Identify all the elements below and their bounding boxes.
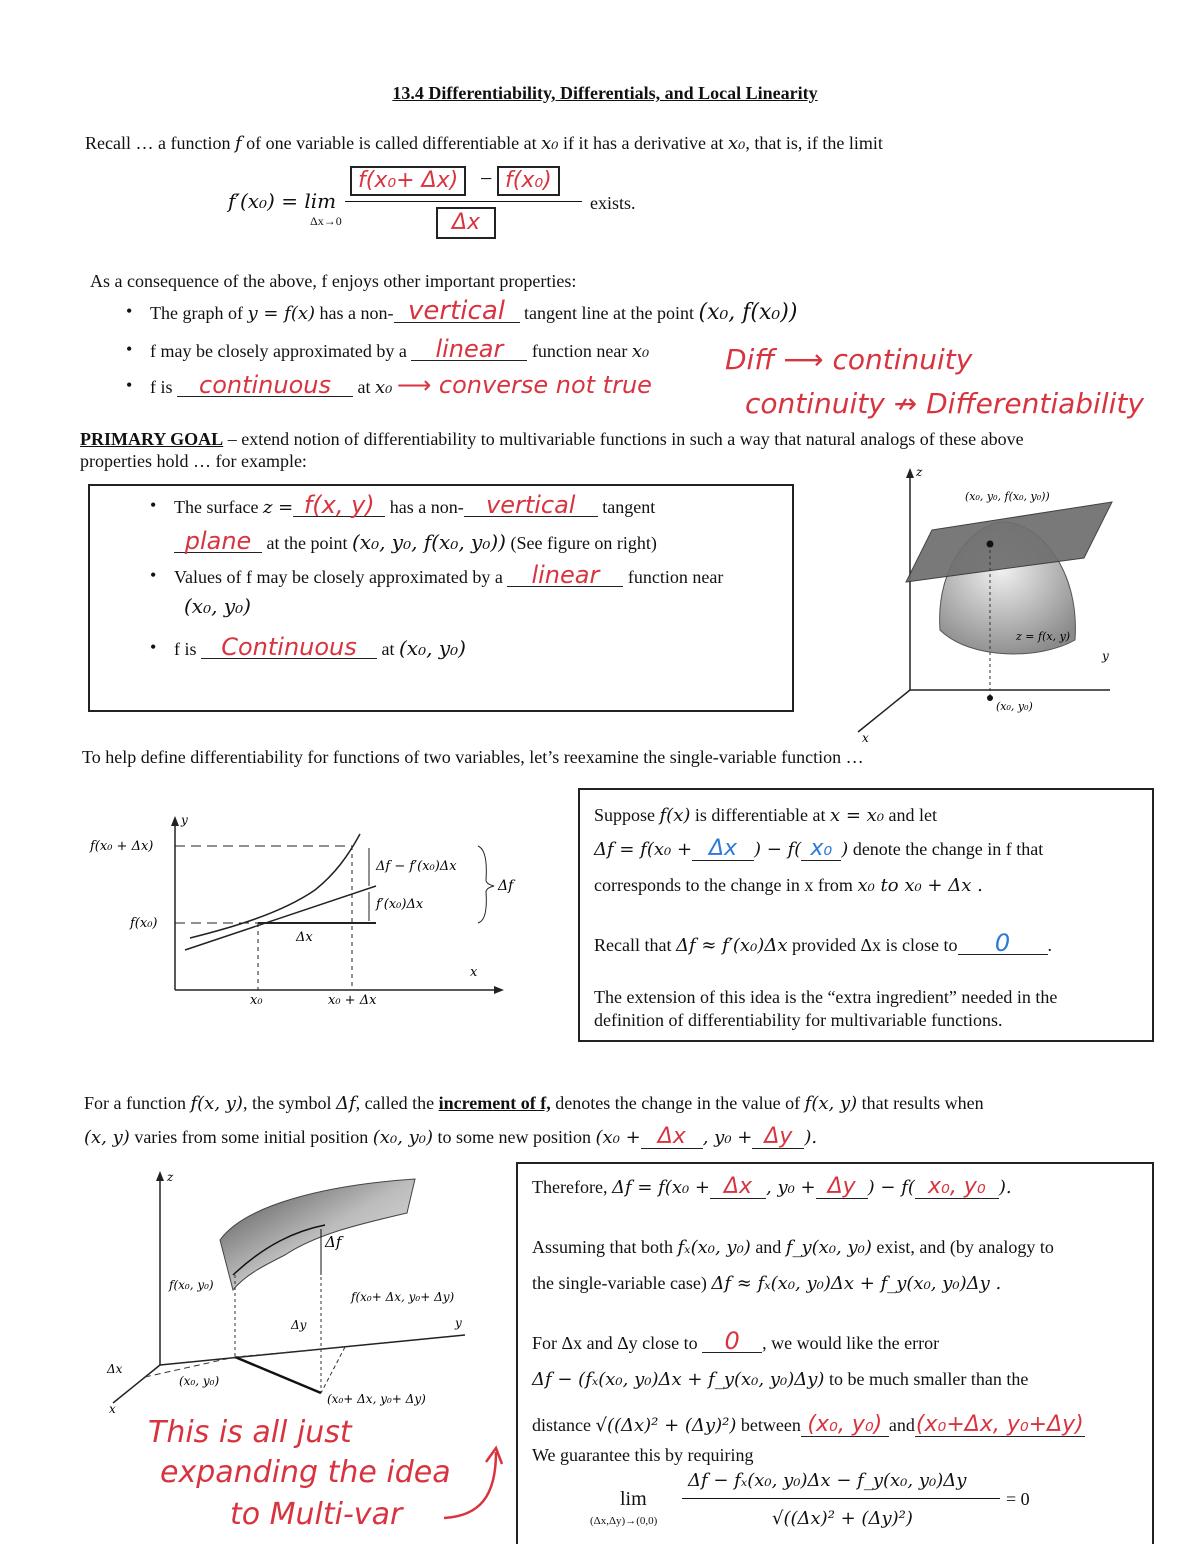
fig3-z-label: z [167,1170,174,1184]
inc-pt0: (x₀, y₀) [372,1127,434,1148]
fig3-p0-label: (x₀, y₀) [179,1374,220,1388]
recall-text-d: , that is, if the limit [745,133,883,153]
g1-text-e: (See figure on right) [510,533,657,553]
distance-and: and [888,1415,915,1435]
inc-xy: (x, y) [84,1127,130,1148]
derivative-lhs: f′(x₀) = lim [228,189,337,213]
inc-fill-dy: Δy [752,1126,804,1149]
g3-text-b: at [381,639,395,659]
fig1-y-label: y [1102,649,1109,663]
suppose-df-d: denote the change in f that [852,839,1044,859]
fig2-lin-label: f′(x₀)Δx [376,897,424,912]
margin-note-arrow-head [486,1448,502,1464]
fig1-top-point-label: (x₀, y₀, f(x₀, y₀)) [965,490,1050,503]
therefore-eq-b: , y₀ + [766,1177,816,1198]
c1-point: (x₀, f(x₀)) [698,300,798,325]
guarantee-line: We guarantee this by requiring [532,1445,754,1465]
fig3-base-b [235,1357,321,1393]
assume-line-1 [532,1236,1054,1259]
suppose-ext-2: definition of differentiability for multivariable functions. [594,1010,1003,1030]
numerator-box-a: f(x₀+ Δx) [350,166,466,196]
assume-and: and [755,1237,782,1257]
suppose-recall-text-b: provided Δx is close to [791,935,958,955]
fig3-dx-label: Δx [107,1362,123,1376]
c1-eq: y = f(x) [247,303,316,324]
c2-text-b: function near [531,341,628,361]
error-line [532,1368,1028,1391]
recall-f: f [234,133,242,154]
inc-new-a: (x₀ + [595,1127,641,1148]
g2-text-b: function near [627,567,724,587]
fig2-tangent-line [185,886,376,950]
final-lim: lim [620,1488,647,1510]
assume-approx: Δf ≈ fₓ(x₀, y₀)Δx + f_y(x₀, y₀)Δy . [711,1273,1002,1294]
increment-figure [95,1165,515,1425]
fig2-x-label: x [470,965,478,980]
fig3-surface [220,1179,415,1290]
margin-note-line-3: to Multi-var [230,1497,403,1532]
therefore-eq-d: ). [998,1177,1012,1198]
distance-fill-p0: (x₀, y₀) [801,1414,889,1437]
suppose-fill-zero: 0 [958,932,1048,955]
fig1-z-arrow [906,468,914,478]
suppose-line-2 [594,838,1043,861]
c1-text-c: tangent line at the point [524,303,694,323]
c1-text: The graph of [150,303,243,323]
inc-text-g: to some new position [437,1127,592,1147]
primary-goal-text: – extend notion of differentiability to multivariable functions in such a way that natural analogs of these above [223,429,1024,449]
g1-fill-plane: plane [174,530,262,553]
recall-text: Recall … a function [85,133,231,153]
fig3-x-label: x [109,1402,116,1416]
fig2-x0dx-label: x₀ + Δx [328,993,377,1008]
g3-point: (x₀, y₀) [399,636,466,660]
distance-fill-p1: (x₀+Δx, y₀+Δy) [915,1412,1084,1437]
fig2-df-label: Δf [498,878,514,894]
inc-new-b: , y₀ + [702,1127,753,1148]
c2-text: f may be closely approximated by a [150,341,407,361]
close-text: For Δx and Δy close to [532,1333,698,1353]
inc-fill-dx: Δx [641,1126,703,1149]
g1-point: (x₀, y₀, f(x₀, y₀)) [351,530,506,554]
consequence-bullet-1 [150,296,798,326]
margin-note-arrow-path [444,1452,496,1518]
final-numerator: Δf − fₓ(x₀, y₀)Δx − f_y(x₀, y₀)Δy [688,1470,967,1491]
suppose-text: Suppose [594,805,656,825]
fig1-base-label: (x₀, y₀) [996,700,1033,713]
side-note-1: Diff ⟶ continuity [725,343,973,376]
recall-text-b: of one variable is called differentiable at [246,133,537,153]
suppose-text-c: and let [888,805,938,825]
tangent-plane-figure [840,460,1140,750]
inc-text-e: that results when [861,1093,984,1113]
g1-fill-vertical: vertical [464,494,598,517]
assume-fx: fₓ(x₀, y₀) [677,1237,751,1258]
fig2-df-brace [478,846,494,923]
close-fill-zero: 0 [702,1330,762,1353]
suppose-fill-x0: x₀ [801,838,841,861]
therefore-fill-dy: Δy [816,1176,868,1199]
numerator-box-b: f(x₀) [497,166,560,196]
consequence-bullet-3 [150,371,652,399]
error-expr: Δf − (fₓ(x₀, y₀)Δx + f_y(x₀, y₀)Δy) [532,1369,825,1390]
suppose-line3-math: x₀ to x₀ + Δx . [857,875,983,896]
g2-text: Values of f may be closely approximated by a [174,567,503,587]
derivative-limsub: Δx→0 [310,214,342,228]
single-variable-figure [80,810,540,1020]
fig3-y-label: y [455,1316,462,1330]
exists-text: exists. [590,193,636,213]
recall-x0-b: x₀ [727,133,746,154]
c3-text-b: at [357,377,371,397]
assume-line-2 [532,1272,1001,1295]
c2-x0: x₀ [631,341,650,362]
goal-bullet-2 [174,561,724,589]
distance-text: distance [532,1415,591,1435]
suppose-text-b: is differentiable at [694,805,826,825]
primary-goal-line2: properties hold … for example: [80,451,307,471]
page-title: 13.4 Differentiability, Differentials, and Local Linearity [392,83,818,103]
suppose-ext-1: The extension of this idea is the “extra ingredient” needed in the [594,987,1058,1007]
g1-z: z = [262,497,294,518]
numerator-minus: − [480,166,493,191]
derivative-fraction-bar [345,201,582,202]
recall-line [85,132,883,155]
primary-goal-label: PRIMARY GOAL [80,429,224,449]
fig2-y-label: y [181,813,188,827]
g2-fill-linear: linear [507,564,623,587]
g3-text: f is [174,639,197,659]
margin-note-arrow [440,1440,510,1530]
assume-text-b: exist, and (by analogy to [876,1237,1054,1257]
suppose-recall-eq: Δf ≈ f′(x₀)Δx [675,935,788,956]
fig2-error-label: Δf − f′(x₀)Δx [376,859,457,874]
suppose-df: Δf = f(x₀ + [594,839,693,860]
inc-text-d: denotes the change in the value of [555,1093,801,1113]
suppose-fill-dx: Δx [692,838,754,861]
inc-fxy: f(x, y) [190,1093,243,1114]
fig1-z-label: z [916,465,923,479]
goal-bullet-1 [174,491,656,519]
inc-fxy-b: f(x, y) [804,1093,858,1114]
g1-text-d: at the point [266,533,348,553]
goal-bullet-1-line2 [174,527,657,555]
g1-text: The surface [174,497,259,517]
assume-fy: f_y(x₀, y₀) [785,1237,872,1258]
g3-fill-continuous: Continuous [201,636,377,659]
margin-note-line-2: expanding the idea [160,1455,451,1490]
c2-fill-linear: linear [411,338,527,361]
g1-fill-fxy: f(x, y) [293,494,385,517]
therefore-line [532,1176,1012,1199]
c1-fill-vertical: vertical [394,300,520,323]
fig3-df-label: Δf [325,1233,342,1251]
c1-text-b: has a non- [319,303,394,323]
fig2-x0-label: x₀ [250,993,263,1008]
g1-text-b: has a non- [389,497,464,517]
suppose-df-b: ) − f( [754,839,802,860]
fig2-x-arrow [494,986,504,994]
fig2-fx0dx-label: f(x₀ + Δx) [90,839,154,854]
fig2-fx0-label: f(x₀) [130,916,158,931]
distance-text-b: between [740,1415,801,1435]
consequence-bullet-2 [150,335,650,363]
close-line [532,1327,940,1355]
increment-line-1 [84,1092,984,1115]
c3-fill-continuous: continuous [177,374,353,397]
fig2-y-arrow [171,816,179,826]
distance-line [532,1414,1085,1437]
inc-term: increment of f, [438,1093,551,1113]
increment-line-2 [84,1126,817,1149]
denominator-box: Δx [436,207,496,239]
fig3-p1-label: (x₀+ Δx, y₀+ Δy) [327,1392,426,1406]
inc-text-c: , called the [355,1093,435,1113]
goal-bullet-2-point: (x₀, y₀) [184,594,251,618]
fig1-tangent-point [987,541,994,548]
fig3-z-arrow [156,1171,164,1181]
distance-eq: √((Δx)² + (Δy)²) [595,1415,737,1436]
suppose-fx: f(x) [659,805,691,826]
inc-new-c: ). [804,1127,818,1148]
assume-text: Assuming that both [532,1237,674,1257]
therefore-eq-a: Δf = f(x₀ + [611,1177,710,1198]
fig3-f1-label: f(x₀+ Δx, y₀+ Δy) [351,1290,455,1304]
error-text: to be much smaller than the [828,1369,1029,1389]
suppose-df-c: ) [841,839,849,860]
final-denominator: √((Δx)² + (Δy)²) [772,1508,913,1529]
c3-text: f is [150,377,173,397]
fig3-f0-label: f(x₀, y₀) [169,1278,214,1292]
fig3-base-d [321,1347,345,1393]
fig1-x-label: x [862,731,869,745]
close-text-b: , we would like the error [762,1333,940,1353]
fig1-surface-label: z = f(x, y) [1016,630,1071,643]
suppose-recall-text: Recall that [594,935,672,955]
inc-text-b: , the symbol [242,1093,332,1113]
margin-note-line-1: This is all just [148,1415,352,1450]
fig1-base-point [987,695,993,701]
therefore-eq-c: ) − f( [867,1177,915,1198]
reexamine-text: To help define differentiability for functions of two variables, let’s reexamine the single-variable function … [82,747,864,767]
fig3-dy-label: Δy [291,1318,307,1332]
c3-note: ⟶ converse not true [396,371,652,399]
primary-goal [80,428,1024,450]
final-fraction-bar [682,1498,1000,1499]
therefore-fill-dx: Δx [710,1176,766,1199]
inc-df: Δf [335,1093,356,1114]
suppose-line-1 [594,804,937,827]
g1-text-c: tangent [602,497,656,517]
c3-x0: x₀ [375,377,393,398]
inc-text-a: For a function [84,1093,186,1113]
suppose-recall: Recall that Δf ≈ f′(x₀)Δx provided Δx is close to 0 . [594,929,1053,957]
side-note-2: continuity ↛ Differentiability [745,387,1144,420]
final-limsub: (Δx,Δy)→(0,0) [590,1515,658,1527]
recall-text-c: if it has a derivative at [563,133,724,153]
consequence-intro: As a consequence of the above, f enjoys other important properties: [90,271,577,291]
assume-text-c: the single-variable case) [532,1273,707,1293]
recall-x0: x₀ [541,133,559,154]
suppose-line-3 [594,874,983,897]
final-rhs: = 0 [1006,1489,1030,1509]
therefore-text: Therefore, [532,1177,608,1197]
fig2-dx-label: Δx [296,930,313,945]
suppose-eq: x = x₀ [830,805,885,826]
therefore-fill-x0y0: x₀, y₀ [915,1176,999,1199]
fig1-x-axis [858,690,910,732]
suppose-line3-text: corresponds to the change in x from [594,875,853,895]
inc-text-f: varies from some initial position [134,1127,369,1147]
goal-bullet-3 [174,633,466,661]
